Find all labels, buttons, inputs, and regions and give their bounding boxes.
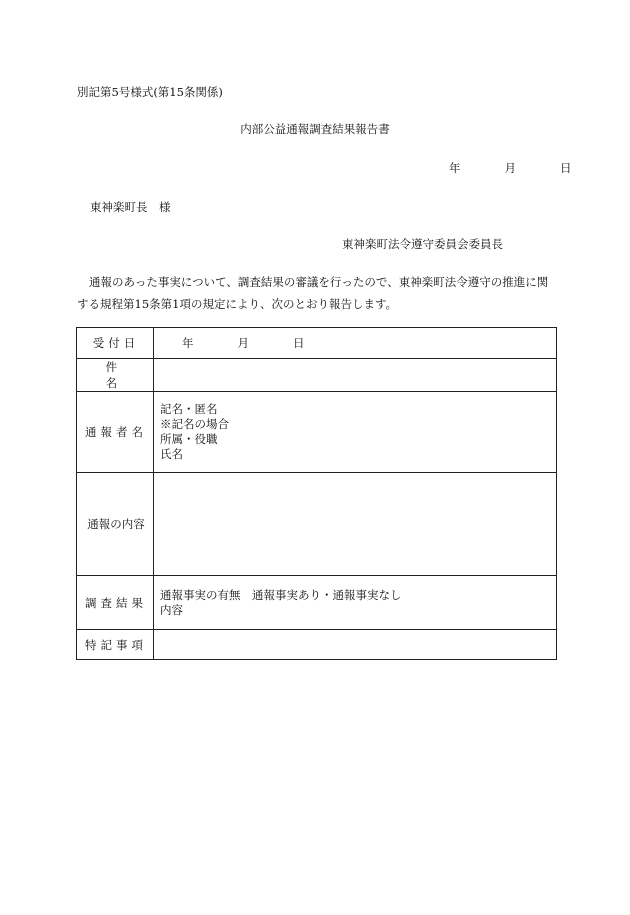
- result-line-2: 内容: [160, 602, 183, 617]
- subject-value[interactable]: [154, 359, 557, 392]
- table-row-result: [77, 576, 557, 630]
- addressee: 東神楽町長 様: [90, 200, 171, 214]
- document-title: 内部公益通報調査結果報告書: [240, 122, 390, 136]
- table-row-subject: [77, 359, 557, 392]
- reporter-label: 通報者名: [77, 392, 154, 473]
- date-month-label: 月: [504, 161, 516, 175]
- date-year-label: 年: [449, 161, 461, 175]
- reporter-value[interactable]: [154, 392, 557, 473]
- reporter-line-2: ※記名の場合: [160, 417, 229, 432]
- reporter-line-4: 氏名: [160, 447, 183, 462]
- subject-label: 件名: [77, 359, 154, 392]
- table-row-content: [77, 473, 557, 576]
- reporter-line-3: 所属・役職: [160, 432, 218, 447]
- date-day-label: 日: [560, 161, 572, 175]
- content-label: 通報の内容: [77, 473, 154, 576]
- result-line-1: 通報事実の有無 通報事実あり・通報事実なし: [160, 587, 402, 602]
- sender: 東神楽町法令遵守委員会委員長: [342, 237, 503, 251]
- table-row-reporter: [77, 392, 557, 473]
- table-row-remarks: [77, 630, 557, 660]
- result-label: 調査結果: [77, 576, 154, 630]
- report-date: [449, 160, 572, 176]
- receipt-date-value[interactable]: [154, 328, 557, 359]
- result-value[interactable]: [154, 576, 557, 630]
- report-table: [76, 327, 557, 660]
- body-text: 通報のあった事実について、調査結果の審議を行ったので、東神楽町法令遵守の推進に関する規程第15条第1項の規定により、次のとおり報告します。: [77, 275, 549, 311]
- receipt-month-label: 月: [237, 335, 249, 350]
- remarks-value[interactable]: [154, 630, 557, 660]
- receipt-day-label: 日: [293, 335, 305, 350]
- receipt-year-label: 年: [182, 335, 194, 350]
- receipt-date-label: 受付日: [77, 328, 154, 359]
- table-row-receipt-date: [77, 328, 557, 359]
- content-value[interactable]: [154, 473, 557, 576]
- reporter-line-1: 記名・匿名: [160, 402, 218, 417]
- remarks-label: 特記事項: [77, 630, 154, 660]
- form-reference: 別記第5号様式(第15条関係): [77, 85, 223, 99]
